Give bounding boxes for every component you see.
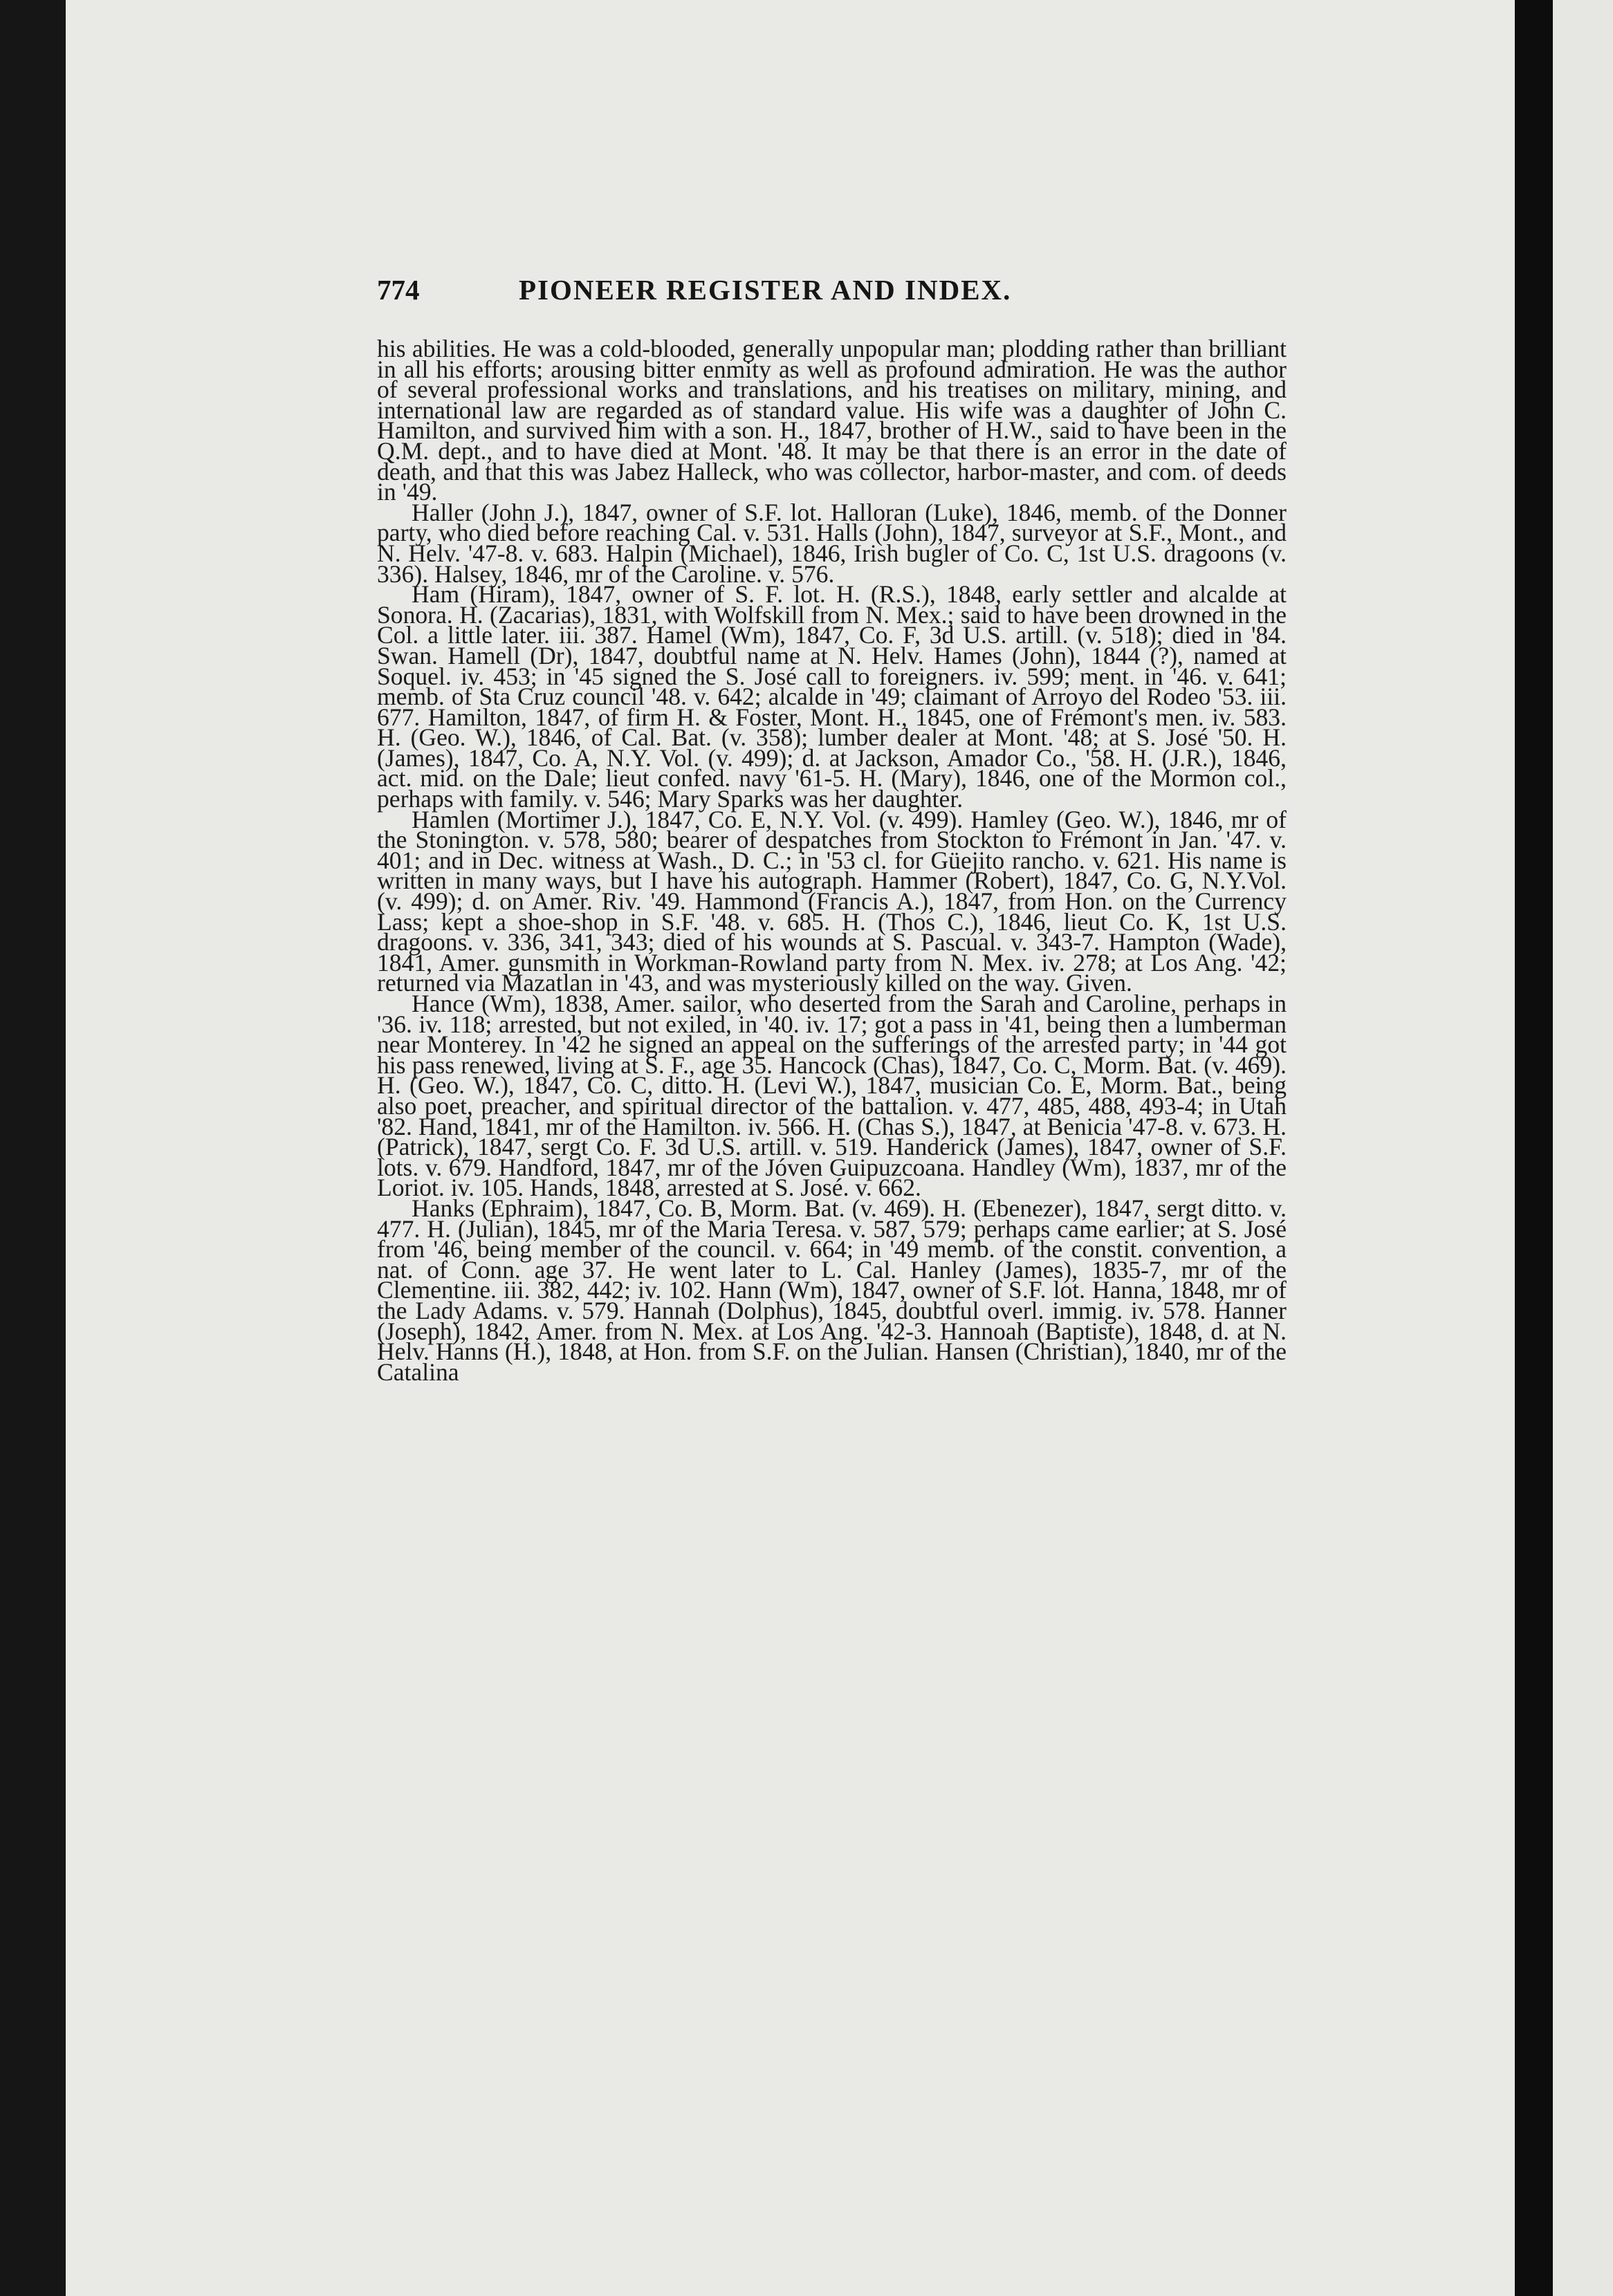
paragraph: Hanks (Ephraim), 1847, Co. B, Morm. Bat. (v. 469). H. (Ebenezer), 1847, sergt ditto. v. 477. H. (Julian), 1845, mr of the Maria Teresa. v. 587, 579; perhaps came earlier; at S. José from '46, being member of the council. v. 664; in '49 memb. of the constit. convention, a nat. of Conn. age 37. He went later to L. Cal. Hanley (James), 1835-7, mr of the Clementine. iii. 382, 442; iv. 102. Hann (Wm), 1847, owner of S.F. lot. Hanna, 1848, mr of the Lady Adams. v. 579. Hannah (Dolphus), 1845, doubtful overl. immig. iv. 578. Hanner (Joseph), 1842, Amer. from N. Mex. at Los Ang. '42-3. Hannoah (Baptiste), 1848, d. at N. Helv. Hanns (H.), 1848, at Hon. from S.F. on the Julian. Hansen (Christian), 1840, mr of the Catalina: [377, 1194, 1287, 1386]
paragraph: Haller (John J.), 1847, owner of S.F. lot. Halloran (Luke), 1846, memb. of the Donner party, who died before reaching Cal. v. 531. Halls (John), 1847, surveyor at S.F., Mont., and N. Helv. '47-8. v. 683. Halpin (Michael), 1846, Irish bugler of Co. C, 1st U.S. dragoons (v. 336). Halsey, 1846, mr of the Caroline. v. 576.: [377, 498, 1287, 588]
page-header: [377, 273, 1082, 315]
book-gutter: [1515, 0, 1553, 2296]
page-number: 774: [377, 274, 420, 306]
paragraph: his abilities. He was a cold-blooded, generally unpopular man; plodding rather than brilliant in all his efforts; arousing bitter enmity as well as profound admiration. He was the author of several professional works and translations, and his treatises on military, mining, and international law are regarded as of standard value. His wife was a daughter of John C. Hamilton, and survived him with a son. H., 1847, brother of H.W., said to have been in the Q.M. dept., and to have died at Mont. '48. It may be that there is an error in the date of death, and that this was Jabez Halleck, who was collector, harbor-master, and com. of deeds in '49.: [377, 335, 1287, 506]
running-head: PIONEER REGISTER AND INDEX.: [519, 274, 1012, 306]
paragraph: Hance (Wm), 1838, Amer. sailor, who deserted from the Sarah and Caroline, perhaps in '36. iv. 118; arrested, but not exiled, in '40. iv. 17; got a pass in '41, being then a lumberman near Monterey. In '42 he signed an appeal on the sufferings of the arrested party; in '44 got his pass renewed, living at S. F., age 35. Hancock (Chas), 1847, Co. C, Morm. Bat. (v. 469). H. (Geo. W.), 1847, Co. C, ditto. H. (Levi W.), 1847, musician Co. E, Morm. Bat., being also poet, preacher, and spiritual director of the battalion. v. 477, 485, 488, 493-4; in Utah '82. Hand, 1841, mr of the Hamilton. iv. 566. H. (Chas S.), 1847, at Benicia '47-8. v. 673. H. (Patrick), 1847, sergt Co. F. 3d U.S. artill. v. 519. Handerick (James), 1847, owner of S.F. lots. v. 679. Handford, 1847, mr of the Jóven Guipuzcoana. Handley (Wm), 1837, mr of the Loriot. iv. 105. Hands, 1848, arrested at S. José. v. 662.: [377, 990, 1287, 1202]
page-body: [377, 335, 1287, 1386]
paragraph: Ham (Hiram), 1847, owner of S. F. lot. H. (R.S.), 1848, early settler and alcalde at Sonora. H. (Zacarias), 1831, with Wolfskill from N. Mex.; said to have been drowned in the Col. a little later. iii. 387. Hamel (Wm), 1847, Co. F, 3d U.S. artill. (v. 518); died in '84. Swan. Hamell (Dr), 1847, doubtful name at N. Helv. Hames (John), 1844 (?), named at Soquel. iv. 453; in '45 signed the S. José call to foreigners. iv. 599; ment. in '46. v. 641; memb. of Sta Cruz council '48. v. 642; alcalde in '49; claimant of Arroyo del Rodeo '53. iii. 677. Hamilton, 1847, of firm H. & Foster, Mont. H., 1845, one of Frémont's men. iv. 583. H. (Geo. W.), 1846, of Cal. Bat. (v. 358); lumber dealer at Mont. '48; at S. José '50. H. (James), 1847, Co. A, N.Y. Vol. (v. 499); d. at Jackson, Amador Co., '58. H. (J.R.), 1846, act. mid. on the Dale; lieut confed. navy '61-5. H. (Mary), 1846, one of the Mormon col., perhaps with family. v. 546; Mary Sparks was her daughter.: [377, 580, 1287, 813]
scan-left-margin: [0, 0, 66, 2296]
adjacent-page-edge: [1553, 0, 1613, 2296]
paragraph: Hamlen (Mortimer J.), 1847, Co. E, N.Y. Vol. (v. 499). Hamley (Geo. W.), 1846, mr of the Stonington. v. 578, 580; bearer of despatches from Stockton to Frémont in Jan. '47. v. 401; and in Dec. witness at Wash., D. C.; in '53 cl. for Güejito rancho. v. 621. His name is written in many ways, but I have his autograph. Hammer (Robert), 1847, Co. G, N.Y.Vol. (v. 499); d. on Amer. Riv. '49. Hammond (Francis A.), 1847, from Hon. on the Currency Lass; kept a shoe-shop in S.F. '48. v. 685. H. (Thos C.), 1846, lieut Co. K, 1st U.S. dragoons. v. 336, 341, 343; died of his wounds at S. Pascual. v. 343-7. Hampton (Wade), 1841, Amer. gunsmith in Workman-Rowland party from N. Mex. iv. 278; at Los Ang. '42; returned via Mazatlan in '43, and was mysteriously killed on the way. Given.: [377, 805, 1287, 997]
